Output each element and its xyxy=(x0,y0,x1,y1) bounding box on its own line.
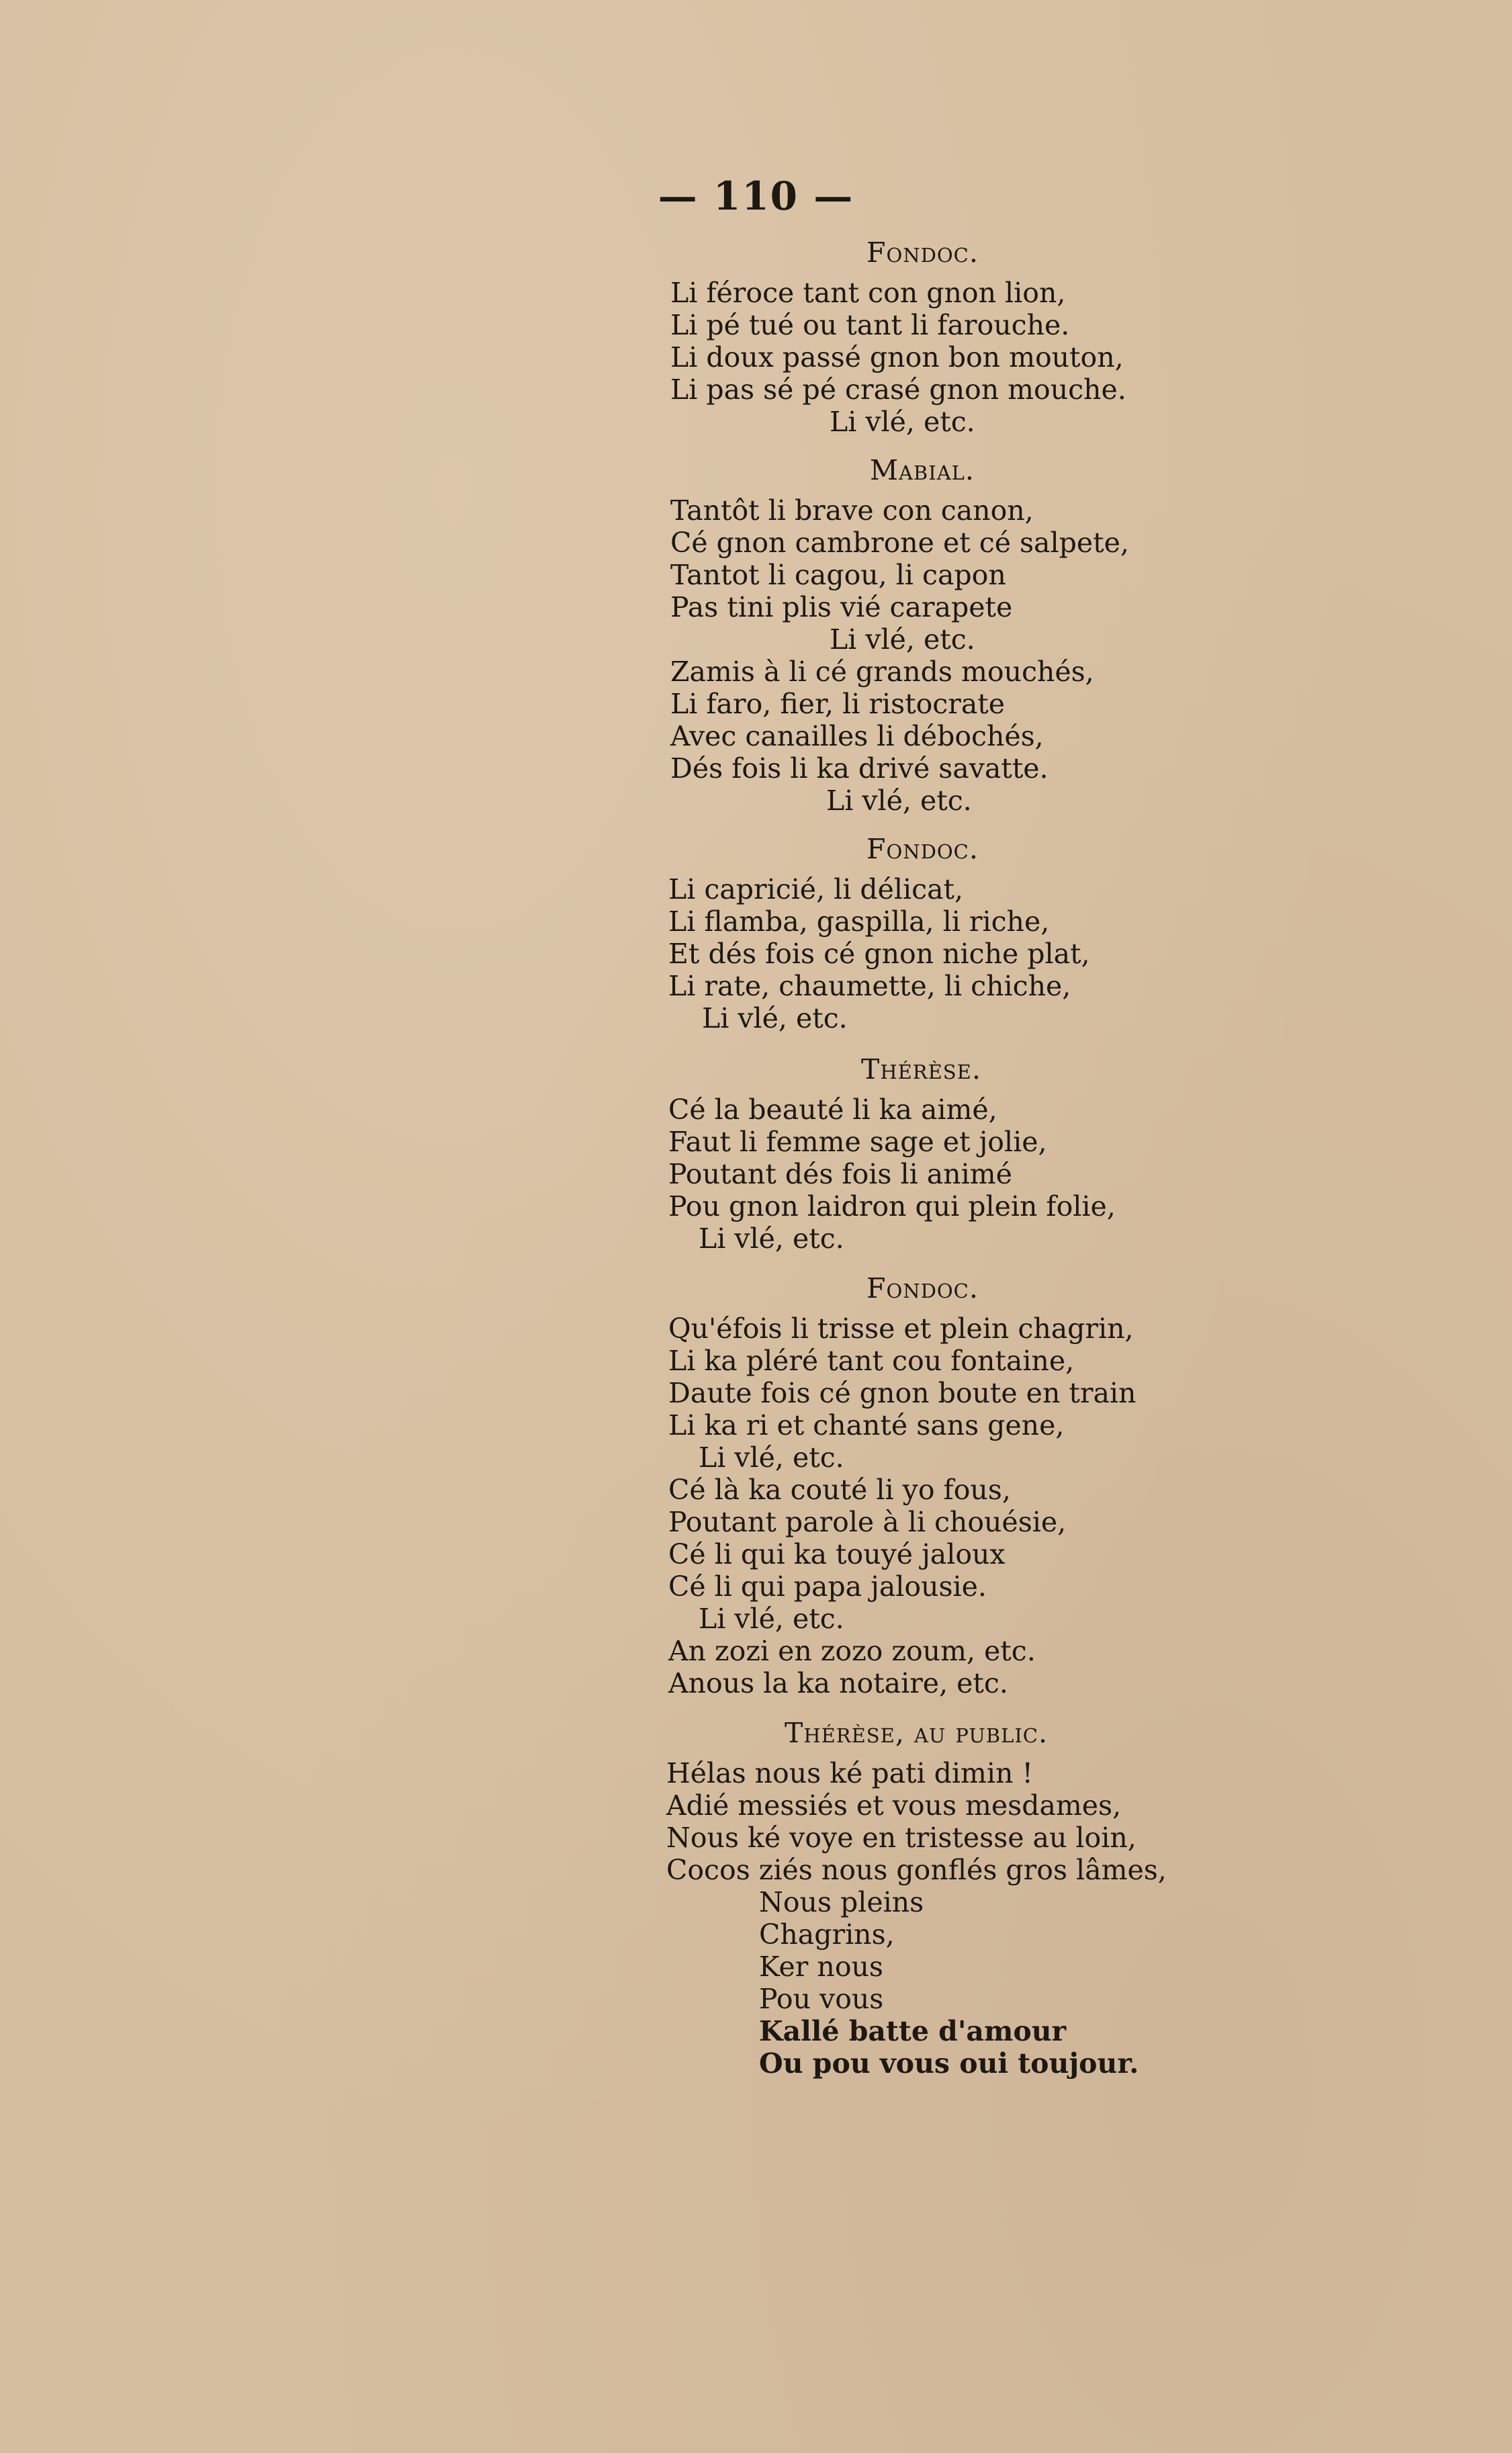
verse-line: Kallé batte d'amour xyxy=(759,2015,1067,2047)
speaker-name: Mabial. xyxy=(870,454,975,486)
verse-line: Qu'éfois li trisse et plein chagrin, xyxy=(668,1312,1134,1345)
speaker-name: Fondoc. xyxy=(866,833,979,865)
verse-line: Cocos ziés nous gonflés gros lâmes, xyxy=(666,1854,1167,1886)
verse-line: Li ka ri et chanté sans gene, xyxy=(668,1409,1065,1441)
verse-line: Daute fois cé gnon boute en train xyxy=(668,1377,1137,1409)
verse-line: Tantot li cagou, li capon xyxy=(670,559,1006,591)
speaker-name: Thérèse, au public. xyxy=(785,1717,1049,1749)
verse-line: Nous ké voye en tristesse au loin, xyxy=(666,1822,1137,1854)
refrain-line: Li vlé, etc. xyxy=(699,1222,844,1255)
verse-line: Anous la ka notaire, etc. xyxy=(668,1667,1008,1699)
verse-line: Li faro, fier, li ristocrate xyxy=(670,688,1006,720)
verse-line: Tantôt li brave con canon, xyxy=(670,494,1034,527)
refrain-line: Li vlé, etc. xyxy=(830,406,975,438)
verse-line: Li capricié, li délicat, xyxy=(668,873,964,905)
verse-line: Et dés fois cé gnon niche plat, xyxy=(668,938,1090,970)
verse-line: Zamis à li cé grands mouchés, xyxy=(670,656,1094,688)
verse-line: Cé li qui papa jalousie. xyxy=(668,1570,987,1603)
verse-line: Li pé tué ou tant li farouche. xyxy=(670,309,1070,341)
verse-line: An zozi en zozo zoum, etc. xyxy=(668,1635,1036,1667)
verse-line: Cé là ka couté li yo fous, xyxy=(668,1474,1011,1506)
verse-line: Adié messiés et vous mesdames, xyxy=(666,1789,1122,1822)
verse-line: Pas tini plis vié carapete xyxy=(670,591,1013,623)
verse-line: Cé gnon cambrone et cé salpete, xyxy=(670,527,1129,559)
page-number: — 110 — xyxy=(658,173,854,219)
refrain-line: Li vlé, etc. xyxy=(830,623,975,656)
verse-line: Chagrins, xyxy=(759,1918,895,1951)
verse-line: Poutant dés fois li animé xyxy=(668,1158,1012,1190)
verse-line: Li flamba, gaspilla, li riche, xyxy=(668,905,1050,938)
verse-line: Pou gnon laidron qui plein folie, xyxy=(668,1190,1116,1222)
verse-line: Li féroce tant con gnon lion, xyxy=(670,277,1066,309)
verse-line: Ou pou vous oui toujour. xyxy=(759,2047,1139,2080)
verse-line: Li ka pléré tant cou fontaine, xyxy=(668,1345,1075,1377)
refrain-line: Li vlé, etc. xyxy=(702,1002,848,1034)
verse-line: Li doux passé gnon bon mouton, xyxy=(670,341,1124,373)
speaker-name: Fondoc. xyxy=(866,1272,979,1304)
verse-line: Avec canailles li débochés, xyxy=(670,720,1044,752)
speaker-name: Thérèse. xyxy=(861,1053,981,1085)
verse-line: Ker nous xyxy=(759,1951,883,1983)
refrain-line: Li vlé, etc. xyxy=(699,1603,844,1635)
verse-line: Cé li qui ka touyé jaloux xyxy=(668,1538,1006,1570)
verse-line: Hélas nous ké pati dimin ! xyxy=(666,1757,1033,1789)
verse-line: Pou vous xyxy=(759,1983,884,2015)
refrain-line: Li vlé, etc. xyxy=(826,785,972,817)
verse-line: Cé la beauté li ka aimé, xyxy=(668,1094,997,1126)
verse-line: Poutant parole à li chouésie, xyxy=(668,1506,1067,1538)
verse-line: Li pas sé pé crasé gnon mouche. xyxy=(670,373,1126,406)
refrain-line: Li vlé, etc. xyxy=(699,1441,844,1474)
verse-line: Li rate, chaumette, li chiche, xyxy=(668,970,1071,1002)
verse-line: Nous pleins xyxy=(759,1886,924,1918)
verse-line: Faut li femme sage et jolie, xyxy=(668,1126,1047,1158)
speaker-name: Fondoc. xyxy=(866,236,979,269)
verse-line: Dés fois li ka drivé savatte. xyxy=(670,752,1049,785)
